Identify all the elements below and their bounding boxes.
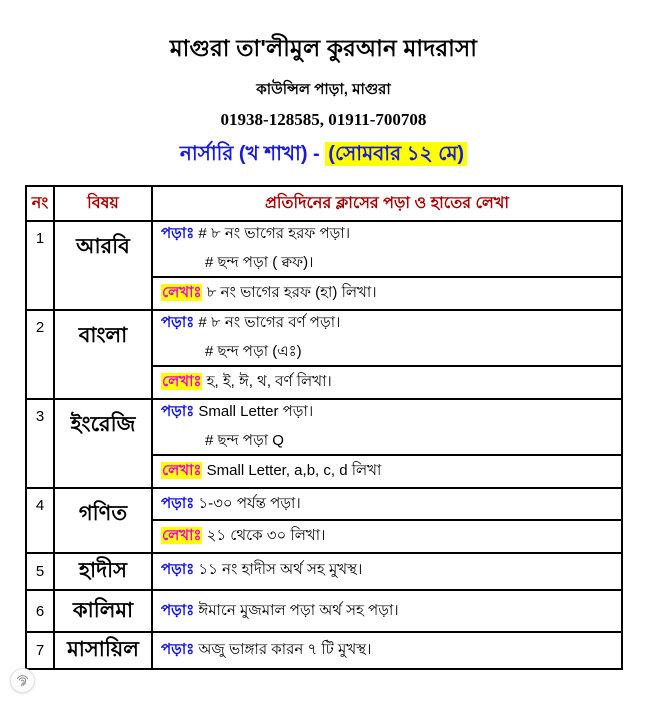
lesson-cell [153,591,621,631]
reading-label: পড়াঃ [161,225,195,242]
row-number: 5 [27,554,55,589]
reading-line [161,222,613,247]
reading-line [161,311,613,336]
class-and-date-line [0,139,647,172]
writing-label: লেখাঃ [162,527,202,544]
row-number: 1 [27,222,55,309]
reading-label: পড়াঃ [161,560,195,578]
table-row [27,489,621,554]
reading-text: # ৮ নং ভাগের বর্ণ পড়া। [198,314,341,331]
writing-line [161,281,377,306]
subject-name: ইংরেজি [55,400,153,487]
table-row [27,554,621,591]
writing-line [161,459,381,484]
row-number: 4 [27,489,55,552]
table-header-row [27,187,621,222]
row-number: 6 [27,591,55,631]
col-header-no: নং [27,187,55,220]
lesson-cell [153,633,621,668]
writing-text: Small Letter, a,b, c, d লিখা [206,462,382,479]
table-row [27,400,621,489]
writing-section [153,454,621,487]
table-row [27,222,621,311]
watermark-fingerprint-button[interactable] [10,668,35,693]
writing-section [153,276,621,309]
date-badge: (সোমবার ১২ মে) [325,142,467,166]
reading-section [153,591,621,631]
reading-section [153,633,621,667]
lesson-cell [153,400,621,487]
col-header-subject: বিষয় [55,187,153,220]
reading-label: পড়াঃ [161,494,195,512]
subject-name: কালিমা [55,591,153,631]
row-number: 2 [27,311,55,398]
lesson-cell [153,554,621,589]
lesson-cell [153,222,621,309]
reading-label: পড়াঃ [161,403,195,420]
row-number: 7 [27,633,55,668]
reading-label: পড়াঃ [161,640,195,658]
writing-section [153,519,621,552]
writing-label: লেখাঃ [162,462,202,479]
reading-line [161,400,613,425]
document-header [0,0,647,172]
writing-line [161,370,332,395]
school-name: মাগুরা তা'লীমুল কুরআন মাদরাসা [169,35,478,61]
lesson-cell [153,489,621,552]
reading-section [153,222,621,276]
reading-section [153,489,621,519]
reading-line [161,492,613,517]
phone-numbers: 01938-128585, 01911-700708 [220,110,427,129]
reading-section [153,554,621,586]
writing-text: ২১ থেকে ৩০ লিখা। [206,527,326,544]
writing-label: লেখাঃ [162,373,202,390]
writing-section [153,365,621,398]
writing-line [161,524,326,549]
reading-line: # ছন্দ পড়া (এঃ) [205,343,302,360]
homework-table [25,185,623,670]
reading-label: পড়াঃ [161,601,195,619]
reading-text: ১১ নং হাদীস অর্থ সহ মুখস্থ। [198,560,363,578]
lesson-cell [153,311,621,398]
reading-section [153,400,621,454]
table-row [27,633,621,668]
table-row [27,591,621,633]
fingerprint-icon [15,673,30,688]
writing-text: ৮ নং ভাগের হরফ (হা) লিখা। [206,284,377,301]
subject-name: আরবি [55,222,153,309]
reading-label: পড়াঃ [161,314,195,331]
subject-name: হাদীস [55,554,153,589]
reading-text: # ৮ নং ভাগের হরফ পড়া। [198,225,351,242]
reading-line [161,638,613,663]
reading-text: ১-৩০ পর্যন্ত পড়া। [198,494,301,512]
class-section-label: নার্সারি (খ শাখা) - [179,143,326,165]
reading-line: # ছন্দ পড়া ( ক্বফ)। [205,254,314,271]
reading-line: # ছন্দ পড়া Q [205,432,284,449]
subject-name: গণিত [55,489,153,552]
reading-line [161,558,613,583]
writing-text: হ, ই, ঈ, থ, বর্ণ লিখা। [206,373,332,390]
reading-text: Small Letter পড়া। [198,403,314,420]
col-header-lessons: প্রতিদিনের ক্লাসের পড়া ও হাতের লেখা [264,195,510,212]
reading-section [153,311,621,365]
row-number: 3 [27,400,55,487]
school-address: কাউন্সিল পাড়া, মাগুরা [256,81,391,98]
subject-name: বাংলা [55,311,153,398]
writing-label: লেখাঃ [162,284,202,301]
reading-line [161,599,613,624]
table-row [27,311,621,400]
reading-text: ঈমানে মুজমাল পড়া অর্থ সহ পড়া। [198,601,399,619]
reading-text: অজু ভাঙ্গার কারন ৭ টি মুখস্থ। [198,640,372,658]
subject-name: মাসায়িল [55,633,153,668]
